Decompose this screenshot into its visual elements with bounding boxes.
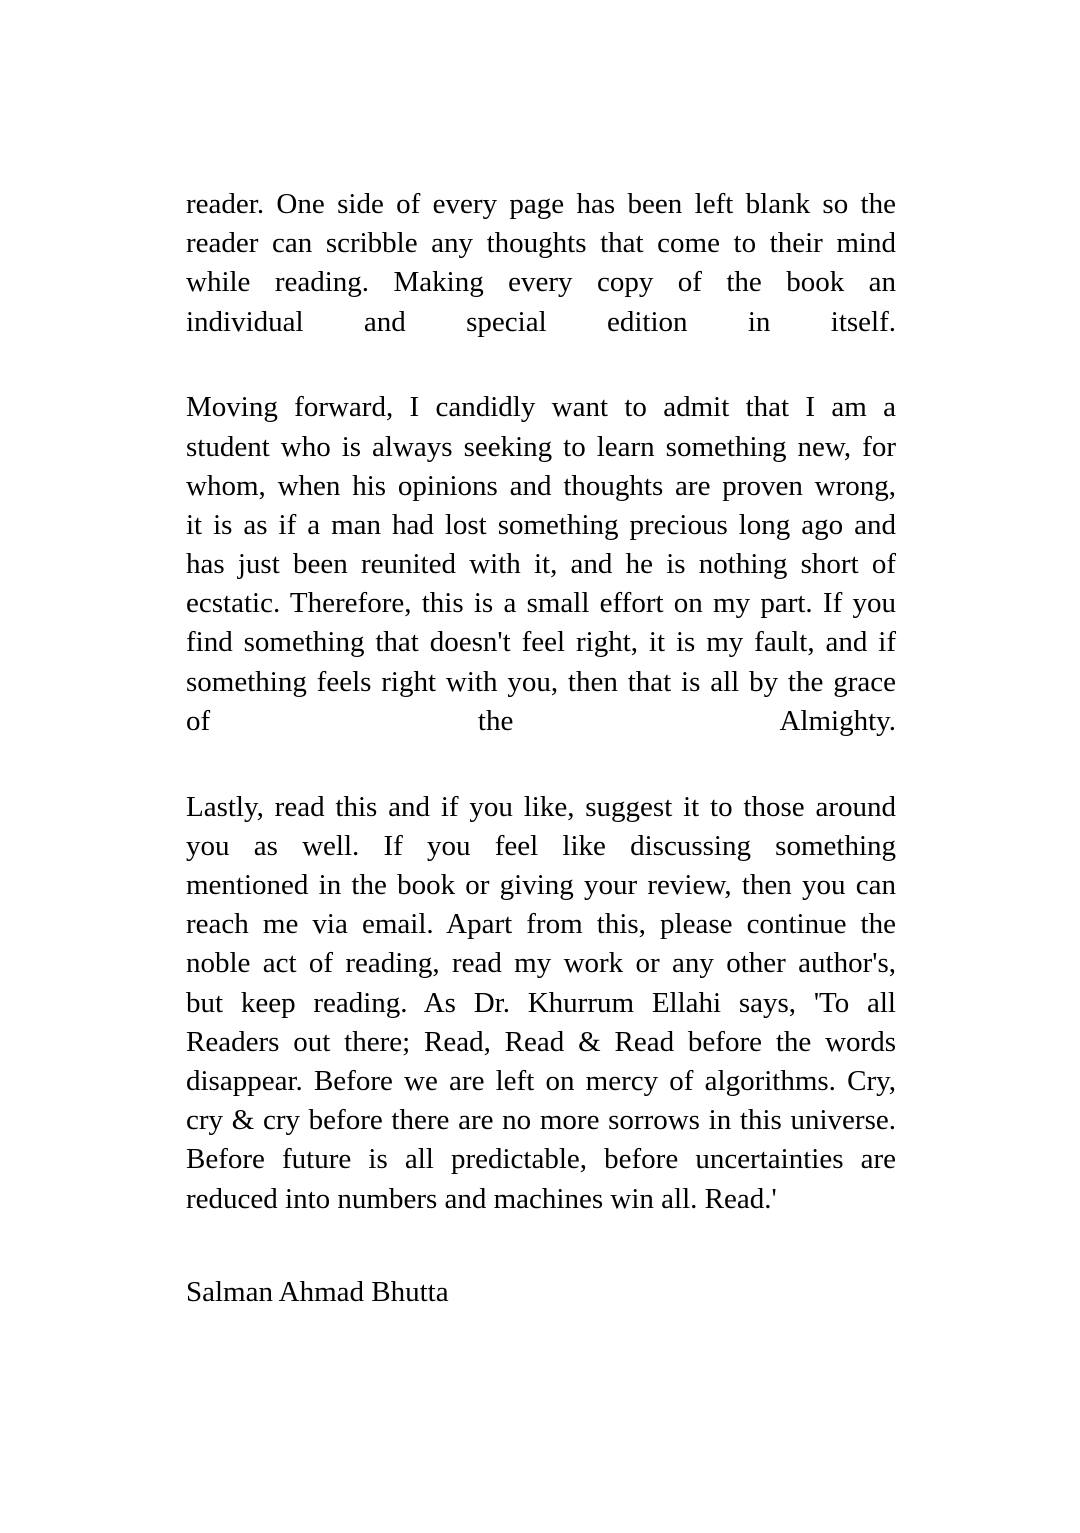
text-line: mentioned in the book or giving your review, then you can bbox=[186, 869, 896, 901]
text-line: something feels right with you, then that is all by the grace bbox=[186, 665, 896, 698]
text-line: has just been reunited with it, and he is nothing short of bbox=[186, 548, 896, 581]
text-line: reader can scribble any thoughts that come to their mind bbox=[186, 227, 896, 260]
text-line: of the Almighty. bbox=[186, 704, 896, 737]
paragraph-spacer bbox=[186, 342, 896, 389]
text-line: find something that doesn't feel right, it is my fault, and if bbox=[186, 626, 896, 659]
text-line: Lastly, read this and if you like, suggest it to those around bbox=[186, 790, 896, 823]
text-line: reader. One side of every page has been left blank so the bbox=[186, 188, 896, 220]
text-line: reduced into numbers and machines win all. Read.' bbox=[186, 1182, 777, 1215]
text-line: ecstatic. Therefore, this is a small effort on my part. If you bbox=[186, 587, 896, 620]
text-line: reach me via email. Apart from this, please continue the bbox=[186, 908, 896, 941]
text-line: you as well. If you feel like discussing something bbox=[186, 829, 896, 862]
paragraph-spacer bbox=[186, 741, 896, 788]
text-line: while reading. Making every copy of the book an bbox=[186, 266, 896, 299]
text-line: Moving forward, I candidly want to admit that I am a bbox=[186, 391, 896, 424]
text-line: Readers out there; Read, Read & Read before the words bbox=[186, 1025, 896, 1058]
page-body bbox=[186, 185, 896, 1312]
author-signature: Salman Ahmad Bhutta bbox=[186, 1275, 449, 1308]
paragraph-2 bbox=[186, 388, 896, 741]
paragraph-3 bbox=[186, 788, 896, 1219]
text-line: Before future is all predictable, before uncertainties are bbox=[186, 1143, 896, 1176]
signature-spacer bbox=[186, 1219, 896, 1273]
text-line: whom, when his opinions and thoughts are proven wrong, bbox=[186, 469, 896, 502]
text-line: cry & cry before there are no more sorrows in this universe. bbox=[186, 1104, 896, 1137]
text-line: disappear. Before we are left on mercy of algorithms. Cry, bbox=[186, 1064, 896, 1097]
text-line: individual and special edition in itself. bbox=[186, 305, 896, 338]
text-line: student who is always seeking to learn something new, for bbox=[186, 430, 896, 463]
text-line: it is as if a man had lost something precious long ago and bbox=[186, 508, 896, 541]
text-line: noble act of reading, read my work or any other author's, bbox=[186, 947, 896, 980]
text-line: but keep reading. As Dr. Khurrum Ellahi says, 'To all bbox=[186, 986, 896, 1019]
paragraph-1 bbox=[186, 185, 896, 342]
